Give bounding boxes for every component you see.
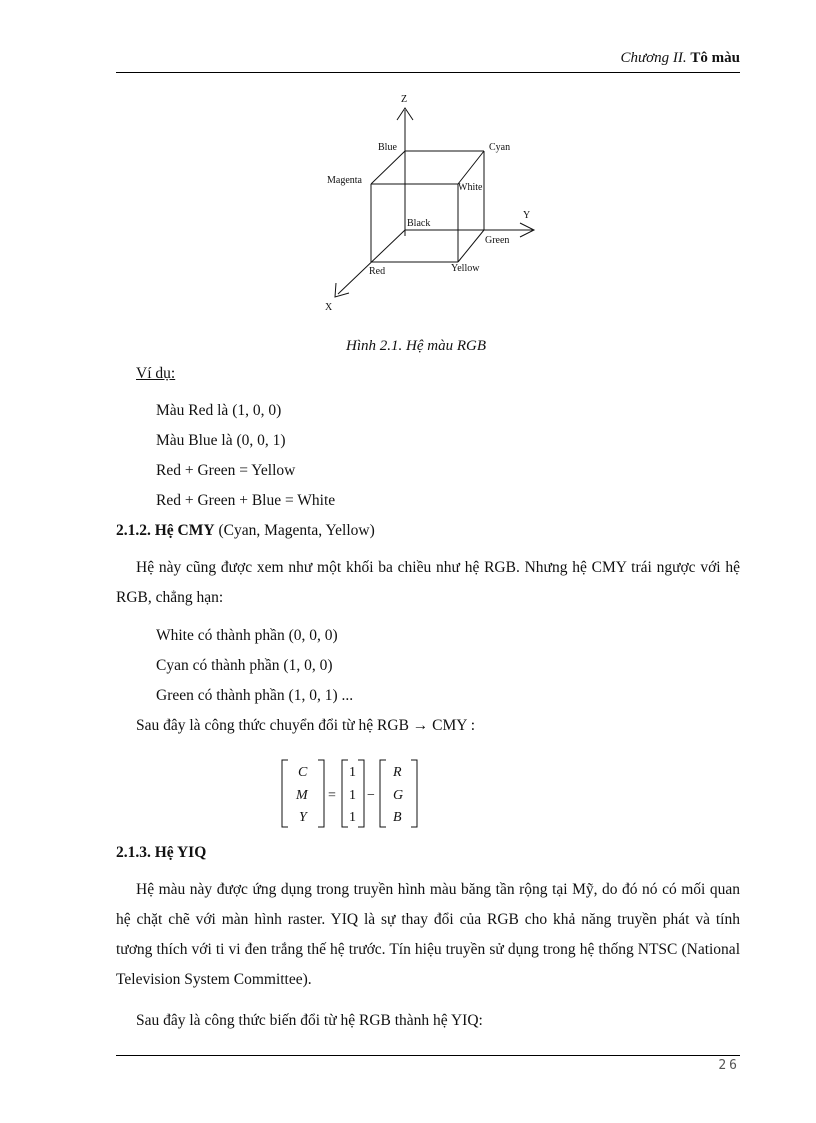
matrix-cell: 1 [349, 765, 356, 780]
vertex-yellow-label: Yellow [451, 263, 480, 274]
example-line: Màu Red là (1, 0, 0) [156, 402, 282, 419]
x-axis-label: X [325, 302, 333, 313]
vertex-black-label: Black [407, 218, 431, 229]
figure-caption: Hình 2.1. Hệ màu RGB [346, 338, 486, 354]
matrix-cell: 1 [349, 810, 356, 825]
cmy-formula-intro: Sau đây là công thức chuyển đổi từ hệ RGB → CMY : [136, 717, 476, 734]
matrix-cell: 1 [349, 788, 356, 803]
section-name: Hệ CMY [154, 522, 215, 539]
vertex-green-label: Green [485, 235, 510, 246]
matrix-cell: Y [299, 810, 307, 825]
bracket-right [318, 760, 324, 827]
bracket-left [380, 760, 386, 827]
header-rule [116, 72, 740, 73]
cube-edge [458, 230, 484, 262]
footer-rule [116, 1055, 740, 1056]
section-number: 2.1.2. [116, 522, 151, 539]
matrix-cell: G [393, 788, 404, 803]
matrix-minus: − [367, 788, 375, 803]
vertex-blue-label: Blue [378, 142, 397, 153]
example-line: Red + Green + Blue = White [156, 492, 336, 509]
rgb-to-cmy-matrix [278, 757, 428, 831]
matrix-cell: M [296, 788, 308, 803]
section-heading-yiq [116, 844, 206, 862]
cube-edge [371, 151, 405, 184]
chapter-label: Chương II. [620, 50, 687, 66]
page-header [116, 50, 740, 67]
section-heading-cmy [116, 522, 375, 540]
cmy-paragraph: Hệ này cũng được xem như một khối ba chiều như hệ RGB. Nhưng hệ CMY trái ngược với hệ RGB, chẳng hạn: [116, 559, 740, 606]
z-axis-label: Z [401, 94, 408, 105]
bracket-right [411, 760, 417, 827]
vertex-white-label: White [458, 182, 483, 193]
vertex-magenta-label: Magenta [327, 175, 362, 186]
vertex-red-label: Red [369, 266, 386, 277]
example-heading: Ví dụ: [136, 365, 176, 382]
cmy-line: Green có thành phần (1, 0, 1) ... [156, 687, 354, 704]
matrix-equals: = [328, 788, 336, 803]
rgb-cube-figure [320, 88, 560, 318]
bracket-left [342, 760, 348, 827]
vertex-cyan-label: Cyan [489, 142, 511, 153]
section-number: 2.1.3. [116, 844, 151, 861]
matrix-cell: B [393, 810, 402, 825]
section-name: Hệ YIQ [154, 844, 207, 861]
section-subtitle: (Cyan, Magenta, Yellow) [218, 522, 375, 539]
yiq-formula-intro: Sau đây là công thức biến đổi từ hệ RGB thành hệ YIQ: [136, 1012, 483, 1029]
bracket-right [358, 760, 364, 827]
cube-edge [458, 151, 484, 184]
cmy-line: Cyan có thành phần (1, 0, 0) [156, 657, 333, 674]
example-line: Màu Blue là (0, 0, 1) [156, 432, 286, 449]
example-line: Red + Green = Yellow [156, 462, 296, 479]
yiq-paragraph: Hệ màu này được ứng dụng trong truyền hình màu băng tần rộng tại Mỹ, do đó nó có mối quan hệ chặt chẽ với màn hình raster. YIQ là sự thay đổi của RGB cho khả năng truyền phát và tính tương thích với ti vi đen trắng thế hệ trước. Tín hiệu truyền sử dụng trong hệ thống NTSC (National Television System Committee). [116, 881, 740, 988]
chapter-title: Tô màu [690, 50, 740, 66]
matrix-cell: R [393, 765, 402, 780]
matrix-cell: C [298, 765, 308, 780]
page-number: 26 [718, 1058, 740, 1073]
bracket-left [282, 760, 288, 827]
cmy-line: White có thành phần (0, 0, 0) [156, 627, 338, 644]
y-axis-label: Y [523, 210, 531, 221]
